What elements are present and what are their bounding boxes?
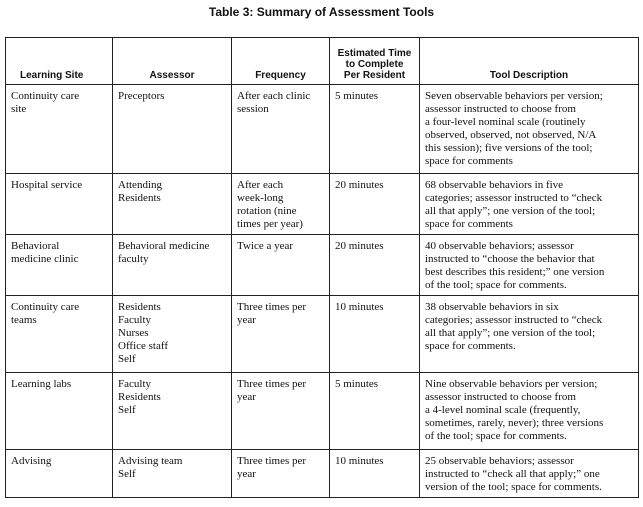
cell-line: Hospital service: [11, 179, 83, 191]
cell-line: version of the tool; space for comments.: [425, 481, 602, 493]
cell-time: [330, 174, 420, 235]
cell-line: assessor instructed to choose from: [425, 103, 576, 115]
cell-line: Twice a year: [237, 240, 294, 252]
cell-line: space for comments.: [425, 340, 516, 352]
cell-line: assessor instructed to choose from: [425, 391, 576, 403]
cell-line: Self: [118, 404, 136, 416]
cell-line: 5 minutes: [335, 90, 379, 102]
cell-assessor: [113, 174, 232, 235]
assessment-tools-table: [5, 37, 639, 498]
cell-line: all that apply”; one version of the tool;: [425, 327, 596, 339]
cell-line: 10 minutes: [335, 455, 384, 467]
cell-line: 40 observable behaviors; assessor: [425, 240, 574, 252]
cell-description: [420, 450, 639, 498]
cell-frequency: [232, 296, 330, 373]
header-time-line: to Complete: [345, 59, 404, 70]
cell-line: year: [237, 468, 256, 480]
cell-assessor: [113, 235, 232, 296]
cell-line: Faculty: [118, 314, 151, 326]
cell-time: [330, 235, 420, 296]
cell-line: all that apply”; one version of the tool;: [425, 205, 596, 217]
cell-line: Nine observable behaviors per version;: [425, 378, 598, 390]
cell-assessor: [113, 85, 232, 174]
cell-line: Three times per: [237, 455, 307, 467]
cell-line: Residents: [118, 192, 161, 204]
cell-line: 20 minutes: [335, 240, 384, 252]
cell-frequency: [232, 373, 330, 450]
cell-line: a four-level nominal scale (routinely: [425, 116, 586, 128]
cell-line: After each: [237, 179, 284, 191]
cell-line: this session); five versions of the tool;: [425, 142, 593, 154]
cell-frequency: [232, 235, 330, 296]
cell-time: [330, 296, 420, 373]
cell-line: Self: [118, 468, 136, 480]
cell-description: [420, 296, 639, 373]
cell-assessor: [113, 373, 232, 450]
table-row: [6, 373, 639, 450]
cell-line: categories; assessor instructed to “check: [425, 314, 603, 326]
header-row: [6, 38, 639, 85]
cell-description: [420, 174, 639, 235]
cell-frequency: [232, 174, 330, 235]
cell-line: instructed to “check all that apply;” one: [425, 468, 600, 480]
cell-line: year: [237, 314, 256, 326]
cell-line: faculty: [118, 253, 149, 265]
cell-assessor: [113, 450, 232, 498]
header-frequency: Frequency: [232, 38, 330, 85]
cell-frequency: [232, 85, 330, 174]
cell-site: [6, 235, 113, 296]
cell-line: session: [237, 103, 269, 115]
cell-line: rotation (nine: [237, 205, 297, 217]
cell-line: best describes this resident;” one version: [425, 266, 605, 278]
header-learning-site: Learning Site: [6, 38, 113, 85]
cell-line: Faculty: [118, 378, 151, 390]
cell-line: medicine clinic: [11, 253, 79, 265]
cell-line: 25 observable behaviors; assessor: [425, 455, 574, 467]
cell-line: space for comments: [425, 218, 513, 230]
header-assessor: Assessor: [113, 38, 232, 85]
cell-line: Three times per: [237, 301, 307, 313]
table-row: [6, 235, 639, 296]
cell-line: Advising: [11, 455, 52, 467]
cell-time: [330, 85, 420, 174]
table-row: [6, 85, 639, 174]
table-body: [6, 85, 639, 498]
table-title: Table 3: Summary of Assessment Tools: [208, 5, 435, 19]
header-time-line: Per Resident: [343, 70, 406, 81]
cell-line: Residents: [118, 301, 161, 313]
cell-line: Continuity care: [11, 90, 80, 102]
cell-line: Office staff: [118, 340, 168, 352]
cell-line: instructed to “choose the behavior that: [425, 253, 595, 265]
header-time-line: Estimated Time: [337, 48, 412, 59]
cell-line: 10 minutes: [335, 301, 384, 313]
cell-line: Seven observable behaviors per version;: [425, 90, 603, 102]
cell-line: Behavioral medicine: [118, 240, 210, 252]
cell-line: 5 minutes: [335, 378, 379, 390]
cell-time: [330, 450, 420, 498]
cell-line: of the tool; space for comments.: [425, 430, 567, 442]
cell-site: [6, 85, 113, 174]
header-estimated-time: [330, 38, 420, 85]
cell-line: categories; assessor instructed to “check: [425, 192, 603, 204]
cell-site: [6, 450, 113, 498]
cell-line: Nurses: [118, 327, 149, 339]
header-tool-description: Tool Description: [420, 38, 639, 85]
cell-line: Behavioral: [11, 240, 60, 252]
cell-frequency: [232, 450, 330, 498]
cell-line: Attending: [118, 179, 162, 191]
cell-line: 20 minutes: [335, 179, 384, 191]
cell-line: 38 observable behaviors in six: [425, 301, 559, 313]
cell-line: space for comments: [425, 155, 513, 167]
cell-line: observed, observed, not observed, N/A: [425, 129, 597, 141]
cell-line: times per year): [237, 218, 303, 230]
cell-description: [420, 235, 639, 296]
cell-line: year: [237, 391, 256, 403]
cell-line: sometimes, rarely, never); three versions: [425, 417, 604, 429]
cell-line: site: [11, 103, 27, 115]
cell-line: Self: [118, 353, 136, 365]
cell-description: [420, 373, 639, 450]
cell-site: [6, 174, 113, 235]
cell-line: Learning labs: [11, 378, 72, 390]
cell-time: [330, 373, 420, 450]
cell-line: Advising team: [118, 455, 183, 467]
cell-line: Residents: [118, 391, 161, 403]
cell-line: Preceptors: [118, 90, 165, 102]
cell-line: Three times per: [237, 378, 307, 390]
cell-line: teams: [11, 314, 37, 326]
cell-line: a 4-level nominal scale (frequently,: [425, 404, 581, 416]
cell-assessor: [113, 296, 232, 373]
cell-line: of the tool; space for comments.: [425, 279, 567, 291]
cell-line: 68 observable behaviors in five: [425, 179, 564, 191]
cell-line: After each clinic: [237, 90, 311, 102]
cell-description: [420, 85, 639, 174]
table-row: [6, 174, 639, 235]
table-row: [6, 450, 639, 498]
cell-site: [6, 373, 113, 450]
cell-line: week-long: [237, 192, 284, 204]
table-row: [6, 296, 639, 373]
cell-line: Continuity care: [11, 301, 80, 313]
cell-site: [6, 296, 113, 373]
